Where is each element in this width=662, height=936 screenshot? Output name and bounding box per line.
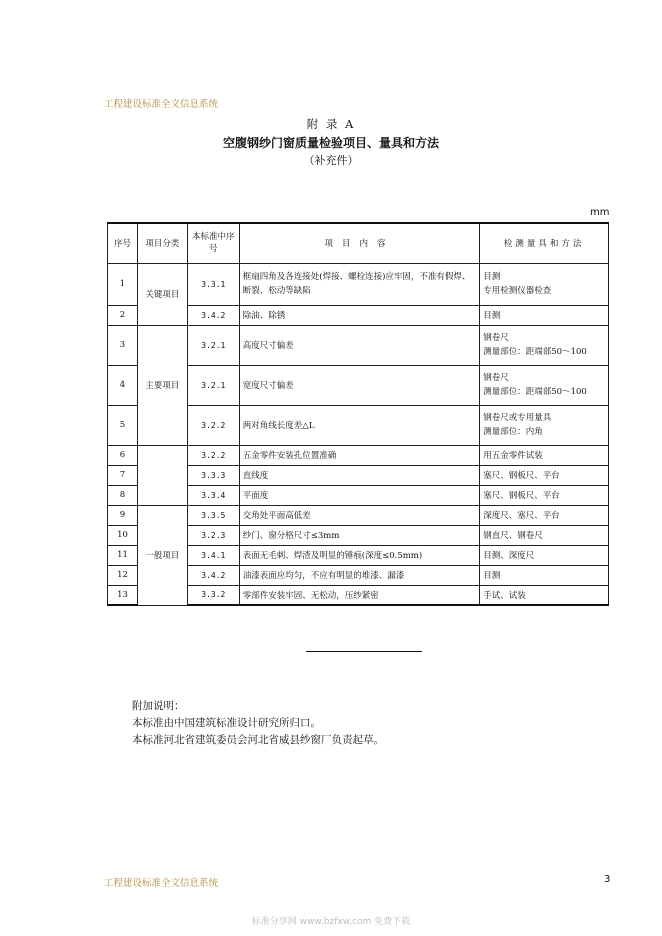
- table-row: [108, 263, 609, 305]
- row-content: 纱门、窗分格尺寸≤3mm: [239, 525, 479, 545]
- appendix-label: 附 录 A: [306, 117, 356, 131]
- row-content: 直线度: [239, 465, 479, 485]
- row-clause: 3.3.4: [187, 485, 239, 505]
- notes-line: 本标准河北省建筑委员会河北省威县纱窗厂负责起草。: [132, 734, 384, 746]
- row-clause: 3.3.3: [187, 465, 239, 485]
- row-method: 手试、试装: [480, 585, 609, 605]
- page-number: 3: [604, 874, 611, 885]
- row-seq: 13: [108, 585, 138, 605]
- row-method: [480, 365, 609, 405]
- row-clause: 3.4.1: [187, 545, 239, 565]
- inspection-table: [107, 222, 609, 606]
- row-seq: 5: [108, 405, 138, 445]
- document-subtitle: （补充件）: [303, 154, 359, 167]
- method-line: 钢卷尺: [483, 373, 509, 383]
- row-content: 高度尺寸偏差: [239, 325, 479, 365]
- header-category: 项目分类: [137, 223, 187, 263]
- row-seq: 11: [108, 545, 138, 565]
- footer-link[interactable]: 标准分享网 www.bzfxw.com 免费下载: [251, 917, 411, 927]
- header-method: 检测量具和方法: [480, 223, 609, 263]
- method-line: 钢卷尺或专用量具: [483, 413, 552, 423]
- row-clause: 3.2.3: [187, 525, 239, 545]
- row-method: [480, 325, 609, 365]
- table-row: [108, 445, 609, 465]
- row-seq: 8: [108, 485, 138, 505]
- row-seq: 2: [108, 305, 138, 325]
- method-line: 测量部位：距端部50～100: [483, 387, 587, 397]
- row-seq: 3: [108, 325, 138, 365]
- notes-heading: 附加说明：: [132, 700, 185, 712]
- row-method: 塞尺、钢板尺、平台: [480, 465, 609, 485]
- row-seq: 12: [108, 565, 138, 585]
- unit-label: mm: [590, 207, 610, 218]
- table-row: [108, 505, 609, 525]
- row-content: 零部件安装牢固、无松动，压纱紧密: [239, 585, 479, 605]
- row-method: 深度尺、塞尺、平台: [480, 505, 609, 525]
- row-content: 除油、除锈: [239, 305, 479, 325]
- row-clause: 3.3.5: [187, 505, 239, 525]
- row-clause: 3.4.2: [187, 305, 239, 325]
- group-main: 主要项目: [137, 325, 187, 445]
- method-line: 专用检测仪器检查: [483, 286, 552, 296]
- row-clause: 3.3.1: [187, 263, 239, 305]
- row-clause: 3.4.2: [187, 565, 239, 585]
- row-seq: 6: [108, 445, 138, 465]
- row-seq: 9: [108, 505, 138, 525]
- row-method: 钢直尺、钢卷尺: [480, 525, 609, 545]
- method-line: 测量部位：内角: [483, 427, 543, 437]
- row-method: 目测: [480, 565, 609, 585]
- row-content: 五金零件安装孔位置准确: [239, 445, 479, 465]
- row-seq: 1: [108, 263, 138, 305]
- row-content: 表面无毛刺、焊渣及明显的锤痕(深度≤0.5mm): [239, 545, 479, 565]
- method-line: 测量部位：距端部50～100: [483, 347, 587, 357]
- watermark-top: 工程建设标准全文信息系统: [104, 99, 219, 110]
- row-method: 目测、深度尺: [480, 545, 609, 565]
- document-title: 空腹钢纱门窗质量检验项目、量具和方法: [222, 136, 439, 150]
- row-content: 平面度: [239, 485, 479, 505]
- row-clause: 3.3.2: [187, 585, 239, 605]
- row-content: 交角处平面高低差: [239, 505, 479, 525]
- group-general: 一般项目: [137, 505, 187, 605]
- row-seq: 7: [108, 465, 138, 485]
- end-rule: [306, 651, 422, 652]
- header-content: 项目内容: [239, 223, 479, 263]
- row-seq: 4: [108, 365, 138, 405]
- row-content: 宽度尺寸偏差: [239, 365, 479, 405]
- row-method: [480, 405, 609, 445]
- row-clause: 3.2.2: [187, 445, 239, 465]
- row-clause: 3.2.1: [187, 365, 239, 405]
- header-seq: 序号: [108, 223, 138, 263]
- row-content: 两对角线长度差△L: [239, 405, 479, 445]
- row-method: 目测: [480, 305, 609, 325]
- row-content: 油漆表面应均匀，不应有明显的堆漆、漏漆: [239, 565, 479, 585]
- group-empty: [137, 445, 187, 505]
- notes-line: 本标准由中国建筑标准设计研究所归口。: [132, 717, 321, 729]
- additional-notes: [132, 698, 384, 749]
- method-line: 钢卷尺: [483, 333, 509, 343]
- header-clause: 本标准中序 号: [187, 223, 239, 263]
- row-clause: 3.2.1: [187, 325, 239, 365]
- watermark-bottom: 工程建设标准全文信息系统: [104, 878, 219, 889]
- row-method: 用五金零件试装: [480, 445, 609, 465]
- row-content: 框扇四角及各连接处(焊接、螺栓连接)应牢固，不准有假焊、断裂、松动等缺陷: [239, 263, 479, 305]
- row-clause: 3.2.2: [187, 405, 239, 445]
- group-key: 关键项目: [137, 263, 187, 325]
- table-header-row: [108, 223, 609, 263]
- table-row: [108, 325, 609, 365]
- method-line: 目测: [483, 272, 501, 282]
- row-method: [480, 263, 609, 305]
- row-seq: 10: [108, 525, 138, 545]
- row-method: 塞尺、钢板尺、平台: [480, 485, 609, 505]
